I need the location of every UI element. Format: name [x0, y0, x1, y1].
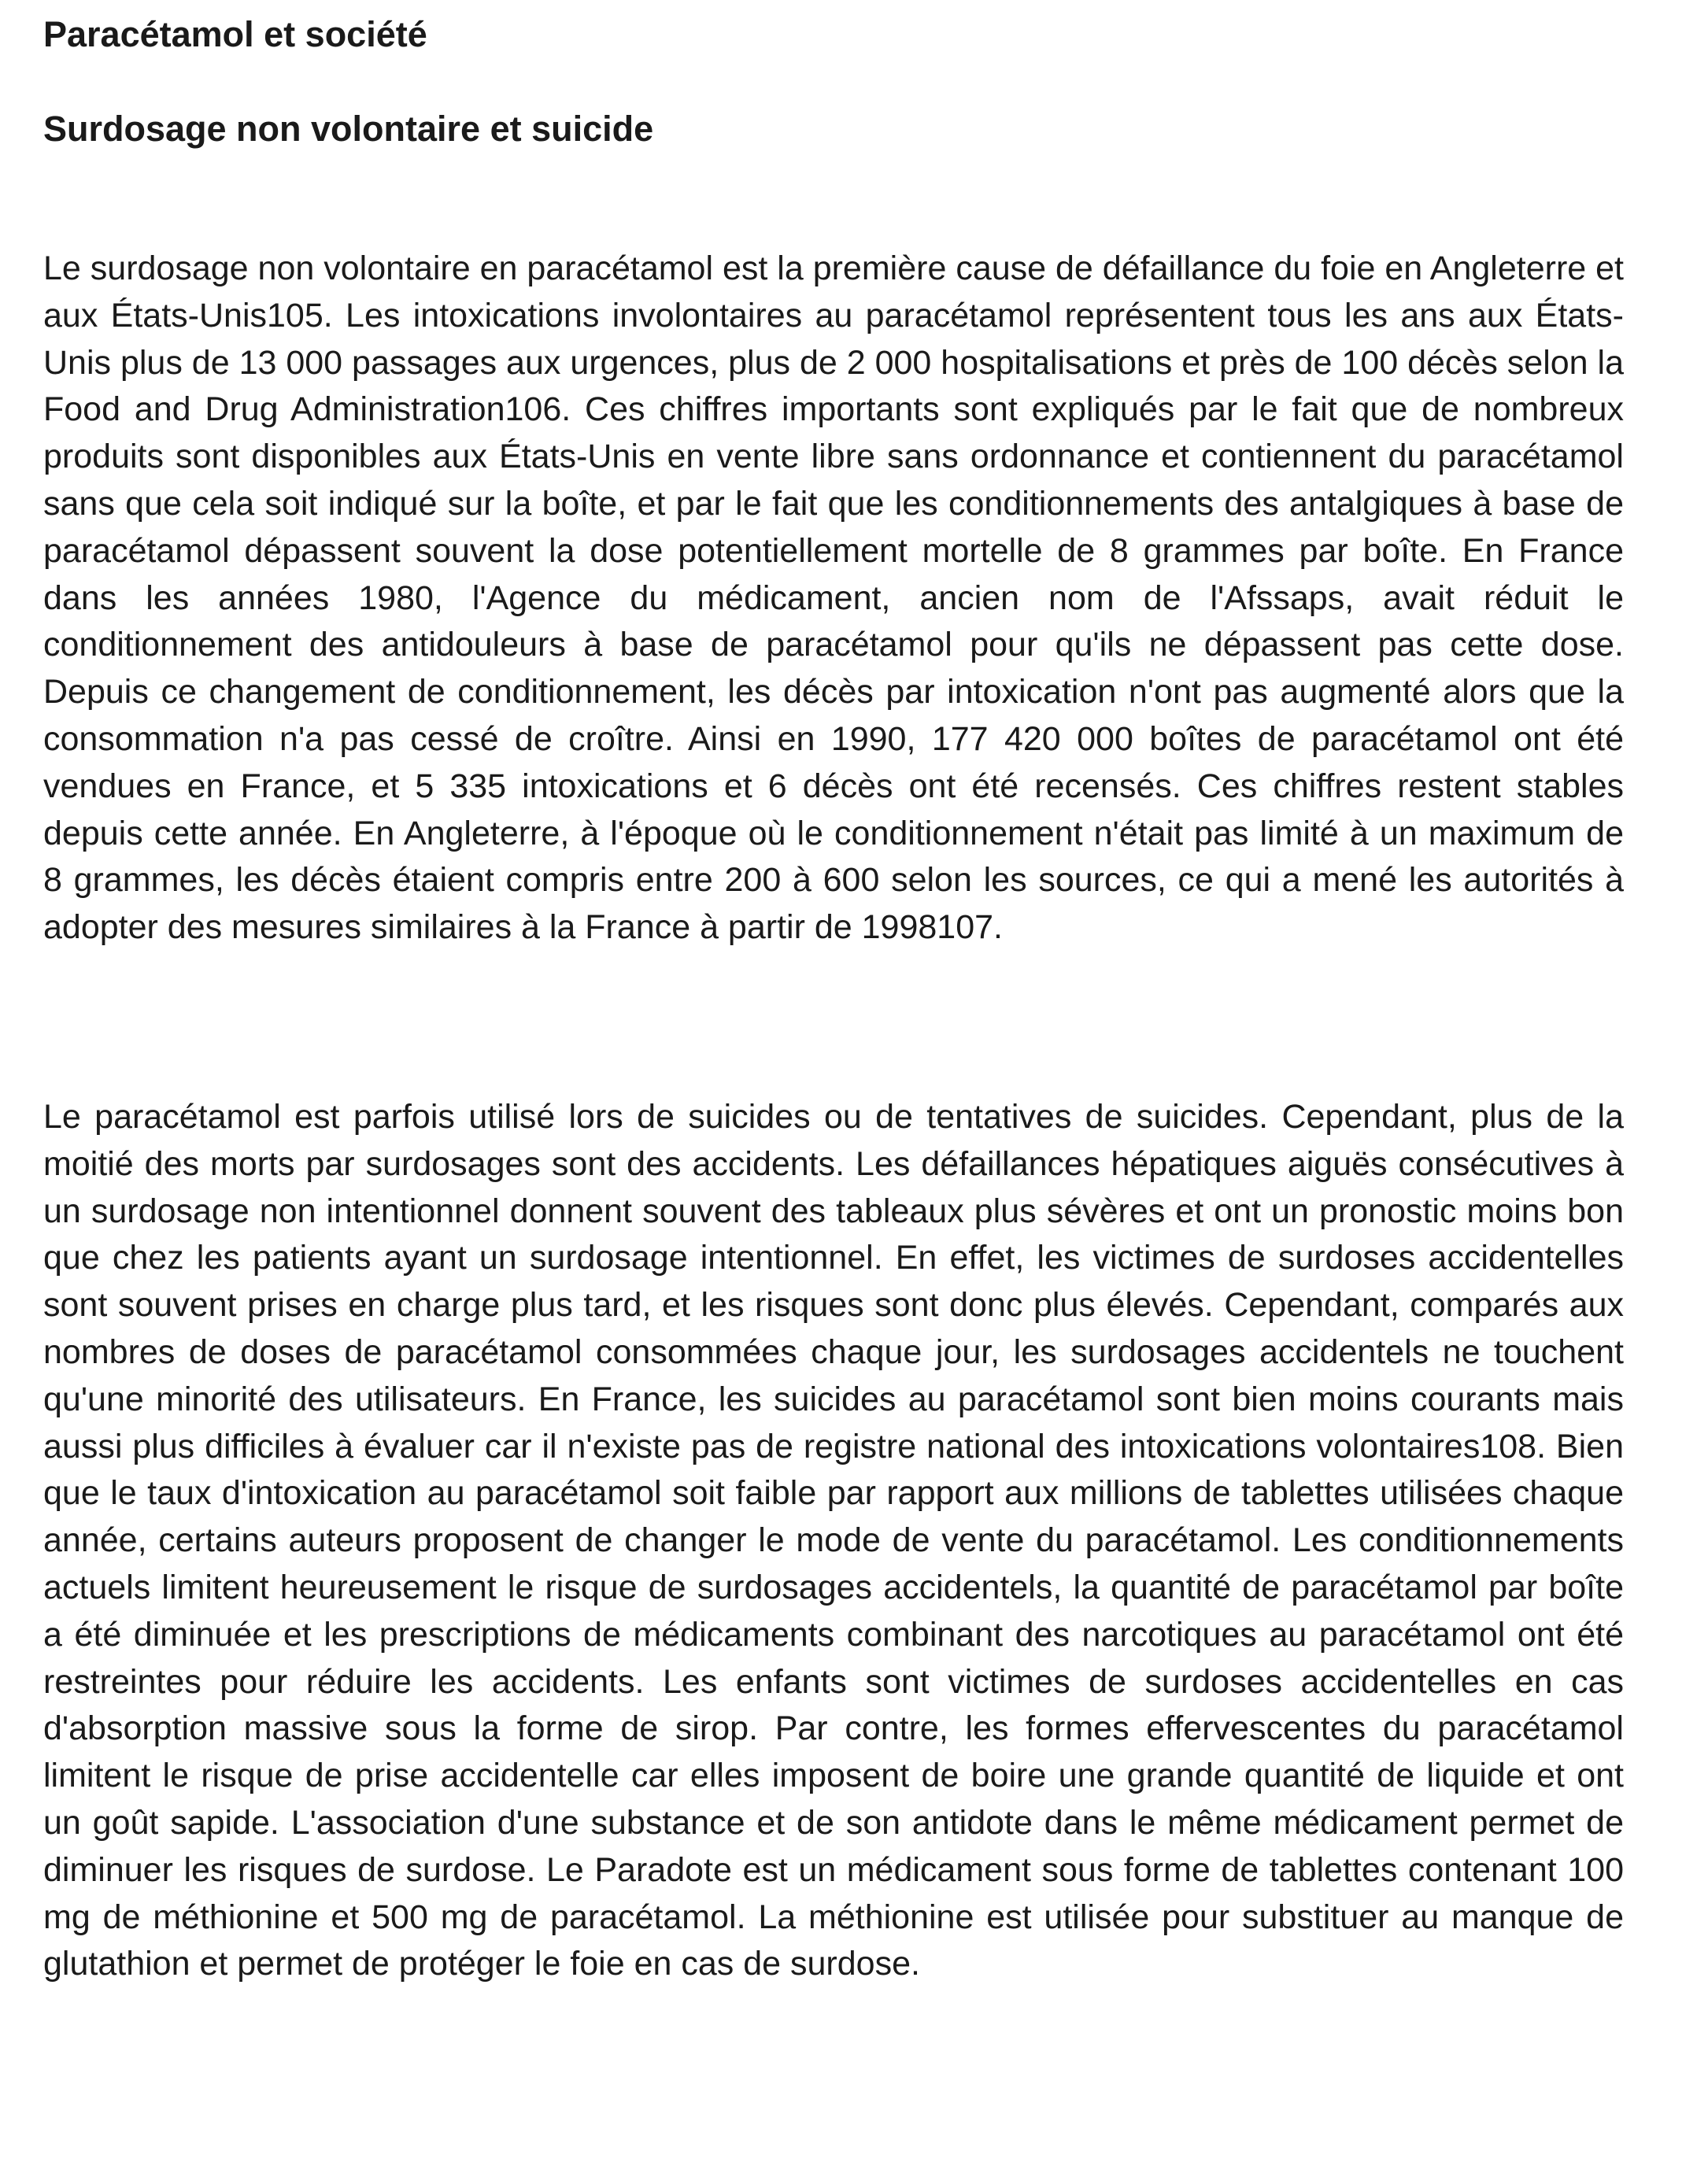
- section-subtitle: Surdosage non volontaire et suicide: [43, 109, 654, 149]
- body-paragraph-1: Le surdosage non volontaire en paracétamol est la première cause de défaillance du foie en Angleterre et aux États-Unis105. Les intoxications involontaires au paracétamol représentent tous les ans aux États-Unis plus de 13 000 passages aux urgences, plus de 2 000 hospitalisations et près de 100 décès selon la Food and Drug Administration106. Ces chiffres importants sont expliqués par le fait que de nombreux produits sont disponibles aux États-Unis en vente libre sans ordonnance et contiennent du paracétamol sans que cela soit indiqué sur la boîte, et par le fait que les conditionnements des antalgiques à base de paracétamol dépassent souvent la dose potentiellement mortelle de 8 grammes par boîte. En France dans les années 1980, l'Agence du médicament, ancien nom de l'Afssaps, avait réduit le conditionnement des antidouleurs à base de paracétamol pour qu'ils ne dépassent pas cette dose. Depuis ce changement de conditionnement, les décès par intoxication n'ont pas augmenté alors que la consommation n'a pas cessé de croître. Ainsi en 1990, 177 420 000 boîtes de paracétamol ont été vendues en France, et 5 335 intoxications et 6 décès ont été recensés. Ces chiffres restent stables depuis cette année. En Angleterre, à l'époque où le conditionnement n'était pas limité à un maximum de 8 grammes, les décès étaient compris entre 200 à 600 selon les sources, ce qui a mené les autorités à adopter des mesures similaires à la France à partir de 1998107.: [43, 249, 1625, 947]
- page-title: Paracétamol et société: [43, 14, 427, 54]
- body-paragraph-2: Le paracétamol est parfois utilisé lors de suicides ou de tentatives de suicides. Cependant, plus de la moitié des morts par surdosages sont des accidents. Les défaillances hépatiques aiguës consécutives à un surdosage non intentionnel donnent souvent des tableaux plus sévères et ont un pronostic moins bon que chez les patients ayant un surdosage intentionnel. En effet, les victimes de surdoses accidentelles sont souvent prises en charge plus tard, et les risques sont donc plus élevés. Cependant, comparés aux nombres de doses de paracétamol consommées chaque jour, les surdosages accidentels ne touchent qu'une minorité des utilisateurs. En France, les suicides au paracétamol sont bien moins courants mais aussi plus difficiles à évaluer car il n'existe pas de registre national des intoxications volontaires108. Bien que le taux d'intoxication au paracétamol soit faible par rapport aux millions de tablettes utilisées chaque année, certains auteurs proposent de changer le mode de vente du paracétamol. Les conditionnements actuels limitent heureusement le risque de surdosages accidentels, la quantité de paracétamol par boîte a été diminuée et les prescriptions de médicaments combinant des narcotiques au paracétamol ont été restreintes pour réduire les accidents. Les enfants sont victimes de surdoses accidentelles en cas d'absorption massive sous la forme de sirop. Par contre, les formes effervescentes du paracétamol limitent le risque de prise accidentelle car elles imposent de boire une grande quantité de liquide et ont un goût sapide. L'association d'une substance et de son antidote dans le même médicament permet de diminuer les risques de surdose. Le Paradote est un médicament sous forme de tablettes contenant 100 mg de méthionine et 500 mg de paracétamol. La méthionine est utilisée pour substituer au manque de glutathion et permet de protéger le foie en cas de surdose.: [43, 1098, 1624, 1983]
